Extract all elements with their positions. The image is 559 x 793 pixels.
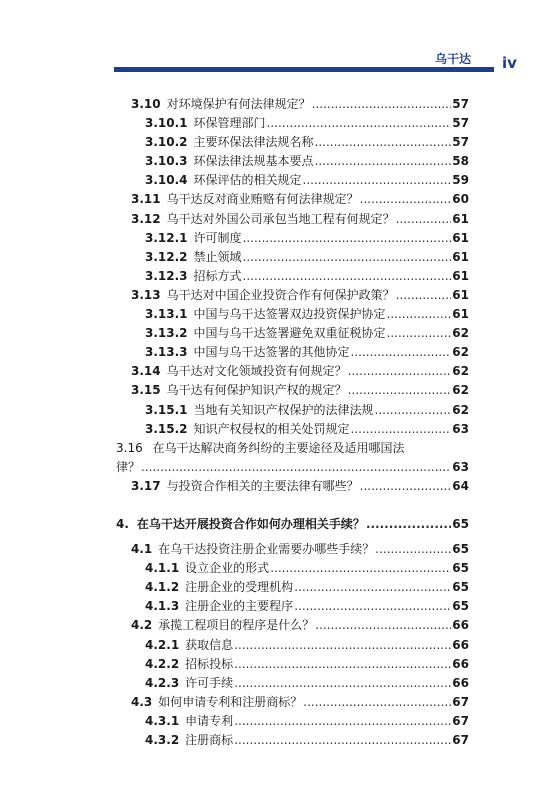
toc-entry-text: 中国与乌干达签署双边投资保护协定 xyxy=(193,307,386,322)
toc-entry-text: 中国与乌干达签署的其他协定 xyxy=(193,345,350,360)
toc-entry-page: 61 xyxy=(452,211,469,226)
toc-entry-page: 61 xyxy=(452,230,469,245)
toc-leader-dots xyxy=(303,173,452,187)
page-number: iv xyxy=(502,54,517,72)
toc-entry-page: 66 xyxy=(452,637,469,652)
toc-entry-text: 如何申请专利和注册商标？ xyxy=(158,694,303,709)
toc-chapter-entry[interactable] xyxy=(116,515,469,534)
toc-entry[interactable] xyxy=(116,171,469,190)
toc-entry-text-continued: 律？ xyxy=(116,459,141,474)
toc-entry-number: 3.14 xyxy=(131,364,161,379)
toc-entry-number: 3.13.3 xyxy=(145,345,188,360)
toc-entry-page: 61 xyxy=(452,287,469,302)
toc-entry-page: 67 xyxy=(452,694,469,709)
toc-chapter-text: 在乌干达开展投资合作如何办理相关手续？ xyxy=(136,516,365,531)
toc-entry[interactable] xyxy=(116,229,469,248)
toc-leader-dots xyxy=(270,561,451,575)
toc-entry-text: 许可手续 xyxy=(185,675,234,690)
toc-entry[interactable] xyxy=(116,712,469,731)
toc-leader-dots xyxy=(294,580,451,594)
toc-leader-dots xyxy=(360,192,452,206)
toc-leader-dots xyxy=(396,288,452,302)
toc-entry-text: 中国与乌干达签署避免双重征税协定 xyxy=(193,326,386,341)
toc-entry[interactable] xyxy=(116,305,469,324)
toc-leader-dots xyxy=(303,695,451,709)
toc-entry-page: 57 xyxy=(452,116,469,131)
toc-entry-text: 许可制度 xyxy=(193,230,242,245)
toc-entry[interactable] xyxy=(116,731,469,750)
toc-entry-number: 3.12 xyxy=(131,211,161,226)
toc-entry-page: 57 xyxy=(452,97,469,111)
toc-entry-wrapped[interactable] xyxy=(116,439,469,477)
toc-entry-text: 与投资合作相关的主要法律有哪些？ xyxy=(166,478,359,493)
toc-entry-text: 注册企业的受理机构 xyxy=(185,580,294,595)
toc-entry-number: 3.12.1 xyxy=(145,230,188,245)
toc-entry-page: 62 xyxy=(452,383,469,398)
toc-entry-text: 获取信息 xyxy=(185,637,234,652)
chapter-spacer xyxy=(116,496,469,515)
toc-entry-number: 4.3.2 xyxy=(145,733,180,747)
toc-entry-number: 3.10.2 xyxy=(145,135,188,150)
toc-entry-text: 环保评估的相关规定 xyxy=(193,173,302,188)
toc-entry-number: 4.2.3 xyxy=(145,675,180,690)
toc-entry-text: 主要环保法律法规名称 xyxy=(193,135,314,150)
toc-entry-number: 3.10.1 xyxy=(145,116,188,131)
toc-entry[interactable] xyxy=(116,674,469,693)
toc-leader-dots xyxy=(234,657,451,671)
toc-leader-dots xyxy=(387,307,452,321)
toc-entry-number: 3.13.1 xyxy=(145,307,188,322)
toc-entry-page: 66 xyxy=(452,656,469,671)
toc-leader-dots xyxy=(366,517,451,531)
toc-entry-number: 3.13 xyxy=(131,287,161,302)
toc-leader-dots xyxy=(234,638,451,652)
toc-entry[interactable] xyxy=(116,152,469,171)
toc-entry-page: 57 xyxy=(452,135,469,150)
toc-leader-dots xyxy=(234,676,451,690)
toc-leader-dots xyxy=(315,135,452,149)
toc-entry-number: 3.16 xyxy=(116,440,143,455)
table-of-contents xyxy=(116,95,469,750)
toc-entry-text: 知识产权侵权的相关处罚规定 xyxy=(193,421,350,436)
toc-entry[interactable] xyxy=(116,133,469,152)
toc-entry[interactable] xyxy=(116,381,469,400)
toc-entry[interactable] xyxy=(116,362,469,381)
toc-entry-page: 61 xyxy=(452,268,469,283)
toc-entry[interactable] xyxy=(116,210,469,229)
toc-group-section-3a xyxy=(116,95,469,439)
toc-entry[interactable] xyxy=(116,616,469,635)
toc-chapter-page: 65 xyxy=(452,516,469,531)
toc-entry[interactable] xyxy=(116,597,469,616)
toc-entry-page: 65 xyxy=(452,580,469,595)
toc-leader-dots xyxy=(351,345,452,359)
toc-entry-number: 4.1 xyxy=(131,542,153,557)
toc-leader-dots xyxy=(312,97,452,111)
toc-entry-text: 设立企业的形式 xyxy=(185,561,270,576)
toc-entry-text: 乌干达有何保护知识产权的规定？ xyxy=(166,383,347,398)
toc-entry-number: 3.17 xyxy=(131,478,161,493)
toc-entry-number: 3.12.2 xyxy=(145,249,188,264)
toc-entry-page: 65 xyxy=(452,599,469,614)
toc-entry-number: 4.3.1 xyxy=(145,713,180,728)
toc-entry-number: 3.11 xyxy=(131,192,161,207)
toc-entry[interactable] xyxy=(116,540,469,559)
toc-entry-number: 3.10.4 xyxy=(145,173,188,188)
toc-entry-number: 4.3 xyxy=(131,694,153,709)
toc-entry-text: 在乌干达解决商务纠纷的主要途径及适用哪国法 xyxy=(152,440,405,455)
toc-entry-text: 乌干达对外国公司承包当地工程有何规定？ xyxy=(166,211,395,226)
toc-entry-page: 62 xyxy=(452,326,469,341)
toc-entry-page: 66 xyxy=(452,675,469,690)
toc-entry-page: 65 xyxy=(452,561,469,576)
toc-entry-number: 4.2.1 xyxy=(145,637,180,652)
toc-group-section-4 xyxy=(116,540,469,750)
toc-entry-text: 对环境保护有何法律规定？ xyxy=(166,97,311,111)
toc-entry-number: 3.15 xyxy=(131,383,161,398)
toc-leader-dots xyxy=(396,212,452,226)
toc-leader-dots xyxy=(387,326,452,340)
toc-entry-page: 62 xyxy=(452,345,469,360)
toc-leader-dots xyxy=(294,599,451,613)
toc-leader-dots xyxy=(141,458,451,477)
running-header-title: 乌干达 xyxy=(434,52,471,66)
toc-entry-number: 3.10.3 xyxy=(145,154,188,169)
toc-entry-page: 66 xyxy=(452,618,469,633)
toc-entry[interactable] xyxy=(116,401,469,420)
toc-entry-number: 3.13.2 xyxy=(145,326,188,341)
toc-entry-text: 注册企业的主要程序 xyxy=(185,599,294,614)
toc-entry-page: 60 xyxy=(452,192,469,207)
toc-entry-number: 4.2 xyxy=(131,618,153,633)
toc-entry-page: 64 xyxy=(452,478,469,493)
toc-entry-text: 乌干达对文化领域投资有何规定？ xyxy=(166,364,347,379)
toc-entry[interactable] xyxy=(116,578,469,597)
toc-entry-text: 禁止领域 xyxy=(193,249,242,264)
toc-entry-text: 招标投标 xyxy=(185,656,234,671)
toc-entry-page: 63 xyxy=(452,459,469,474)
toc-entry[interactable] xyxy=(116,267,469,286)
toc-entry-text: 招标方式 xyxy=(193,268,242,283)
toc-entry-text: 申请专利 xyxy=(185,713,234,728)
toc-group-section-3b xyxy=(116,477,469,496)
toc-leader-dots xyxy=(375,403,452,417)
toc-entry-text: 注册商标 xyxy=(185,733,234,747)
toc-entry[interactable] xyxy=(116,190,469,209)
toc-entry-text: 当地有关知识产权保护的法律法规 xyxy=(193,402,374,417)
toc-entry-number: 3.10 xyxy=(131,97,161,111)
toc-entry[interactable] xyxy=(116,324,469,343)
toc-entry-page: 63 xyxy=(452,421,469,436)
toc-entry-page: 58 xyxy=(452,154,469,169)
toc-entry-page: 67 xyxy=(452,713,469,728)
toc-entry-page: 59 xyxy=(452,173,469,188)
toc-entry-text: 乌干达反对商业贿赂有何法律规定？ xyxy=(166,192,359,207)
toc-leader-dots xyxy=(234,733,451,747)
toc-leader-dots xyxy=(234,714,451,728)
toc-entry-page: 65 xyxy=(452,542,469,557)
toc-chapter-number: 4. xyxy=(116,516,129,531)
toc-entry[interactable] xyxy=(116,248,469,267)
toc-entry-number: 3.15.2 xyxy=(145,421,188,436)
toc-entry[interactable] xyxy=(116,343,469,362)
toc-entry-page: 62 xyxy=(452,364,469,379)
toc-leader-dots xyxy=(351,422,452,436)
toc-leader-dots xyxy=(315,154,452,168)
toc-entry-number: 3.15.1 xyxy=(145,402,188,417)
toc-leader-dots xyxy=(348,364,452,378)
toc-entry-number: 4.1.3 xyxy=(145,599,180,614)
toc-entry[interactable] xyxy=(116,559,469,578)
toc-entry-text: 乌干达对中国企业投资合作有何保护政策？ xyxy=(166,287,395,302)
toc-entry[interactable] xyxy=(116,655,469,674)
toc-entry[interactable] xyxy=(116,636,469,655)
toc-entry-number: 4.2.2 xyxy=(145,656,180,671)
toc-leader-dots xyxy=(243,231,452,245)
toc-entry-text: 环保管理部门 xyxy=(193,116,266,131)
toc-entry-page: 62 xyxy=(452,402,469,417)
toc-entry[interactable] xyxy=(116,95,469,114)
toc-entry[interactable] xyxy=(116,114,469,133)
toc-entry-page: 67 xyxy=(452,733,469,747)
toc-leader-dots xyxy=(243,269,452,283)
header-rule xyxy=(114,67,494,72)
toc-entry-text: 承揽工程项目的程序是什么？ xyxy=(158,618,315,633)
toc-leader-dots xyxy=(315,618,451,632)
toc-entry-number: 3.12.3 xyxy=(145,268,188,283)
toc-entry[interactable] xyxy=(116,477,469,496)
toc-leader-dots xyxy=(375,542,451,556)
toc-leader-dots xyxy=(360,479,452,493)
toc-entry-text: 在乌干达投资注册企业需要办哪些手续？ xyxy=(158,542,375,557)
toc-entry-number: 4.1.2 xyxy=(145,580,180,595)
toc-entry-text: 环保法律法规基本要点 xyxy=(193,154,314,169)
toc-entry[interactable] xyxy=(116,286,469,305)
toc-entry-page: 61 xyxy=(452,307,469,322)
toc-leader-dots xyxy=(243,250,452,264)
toc-entry[interactable] xyxy=(116,420,469,439)
toc-leader-dots xyxy=(348,383,452,397)
toc-leader-dots xyxy=(267,116,452,130)
toc-entry-page: 61 xyxy=(452,249,469,264)
toc-entry-number: 4.1.1 xyxy=(145,561,180,576)
toc-entry[interactable] xyxy=(116,693,469,712)
